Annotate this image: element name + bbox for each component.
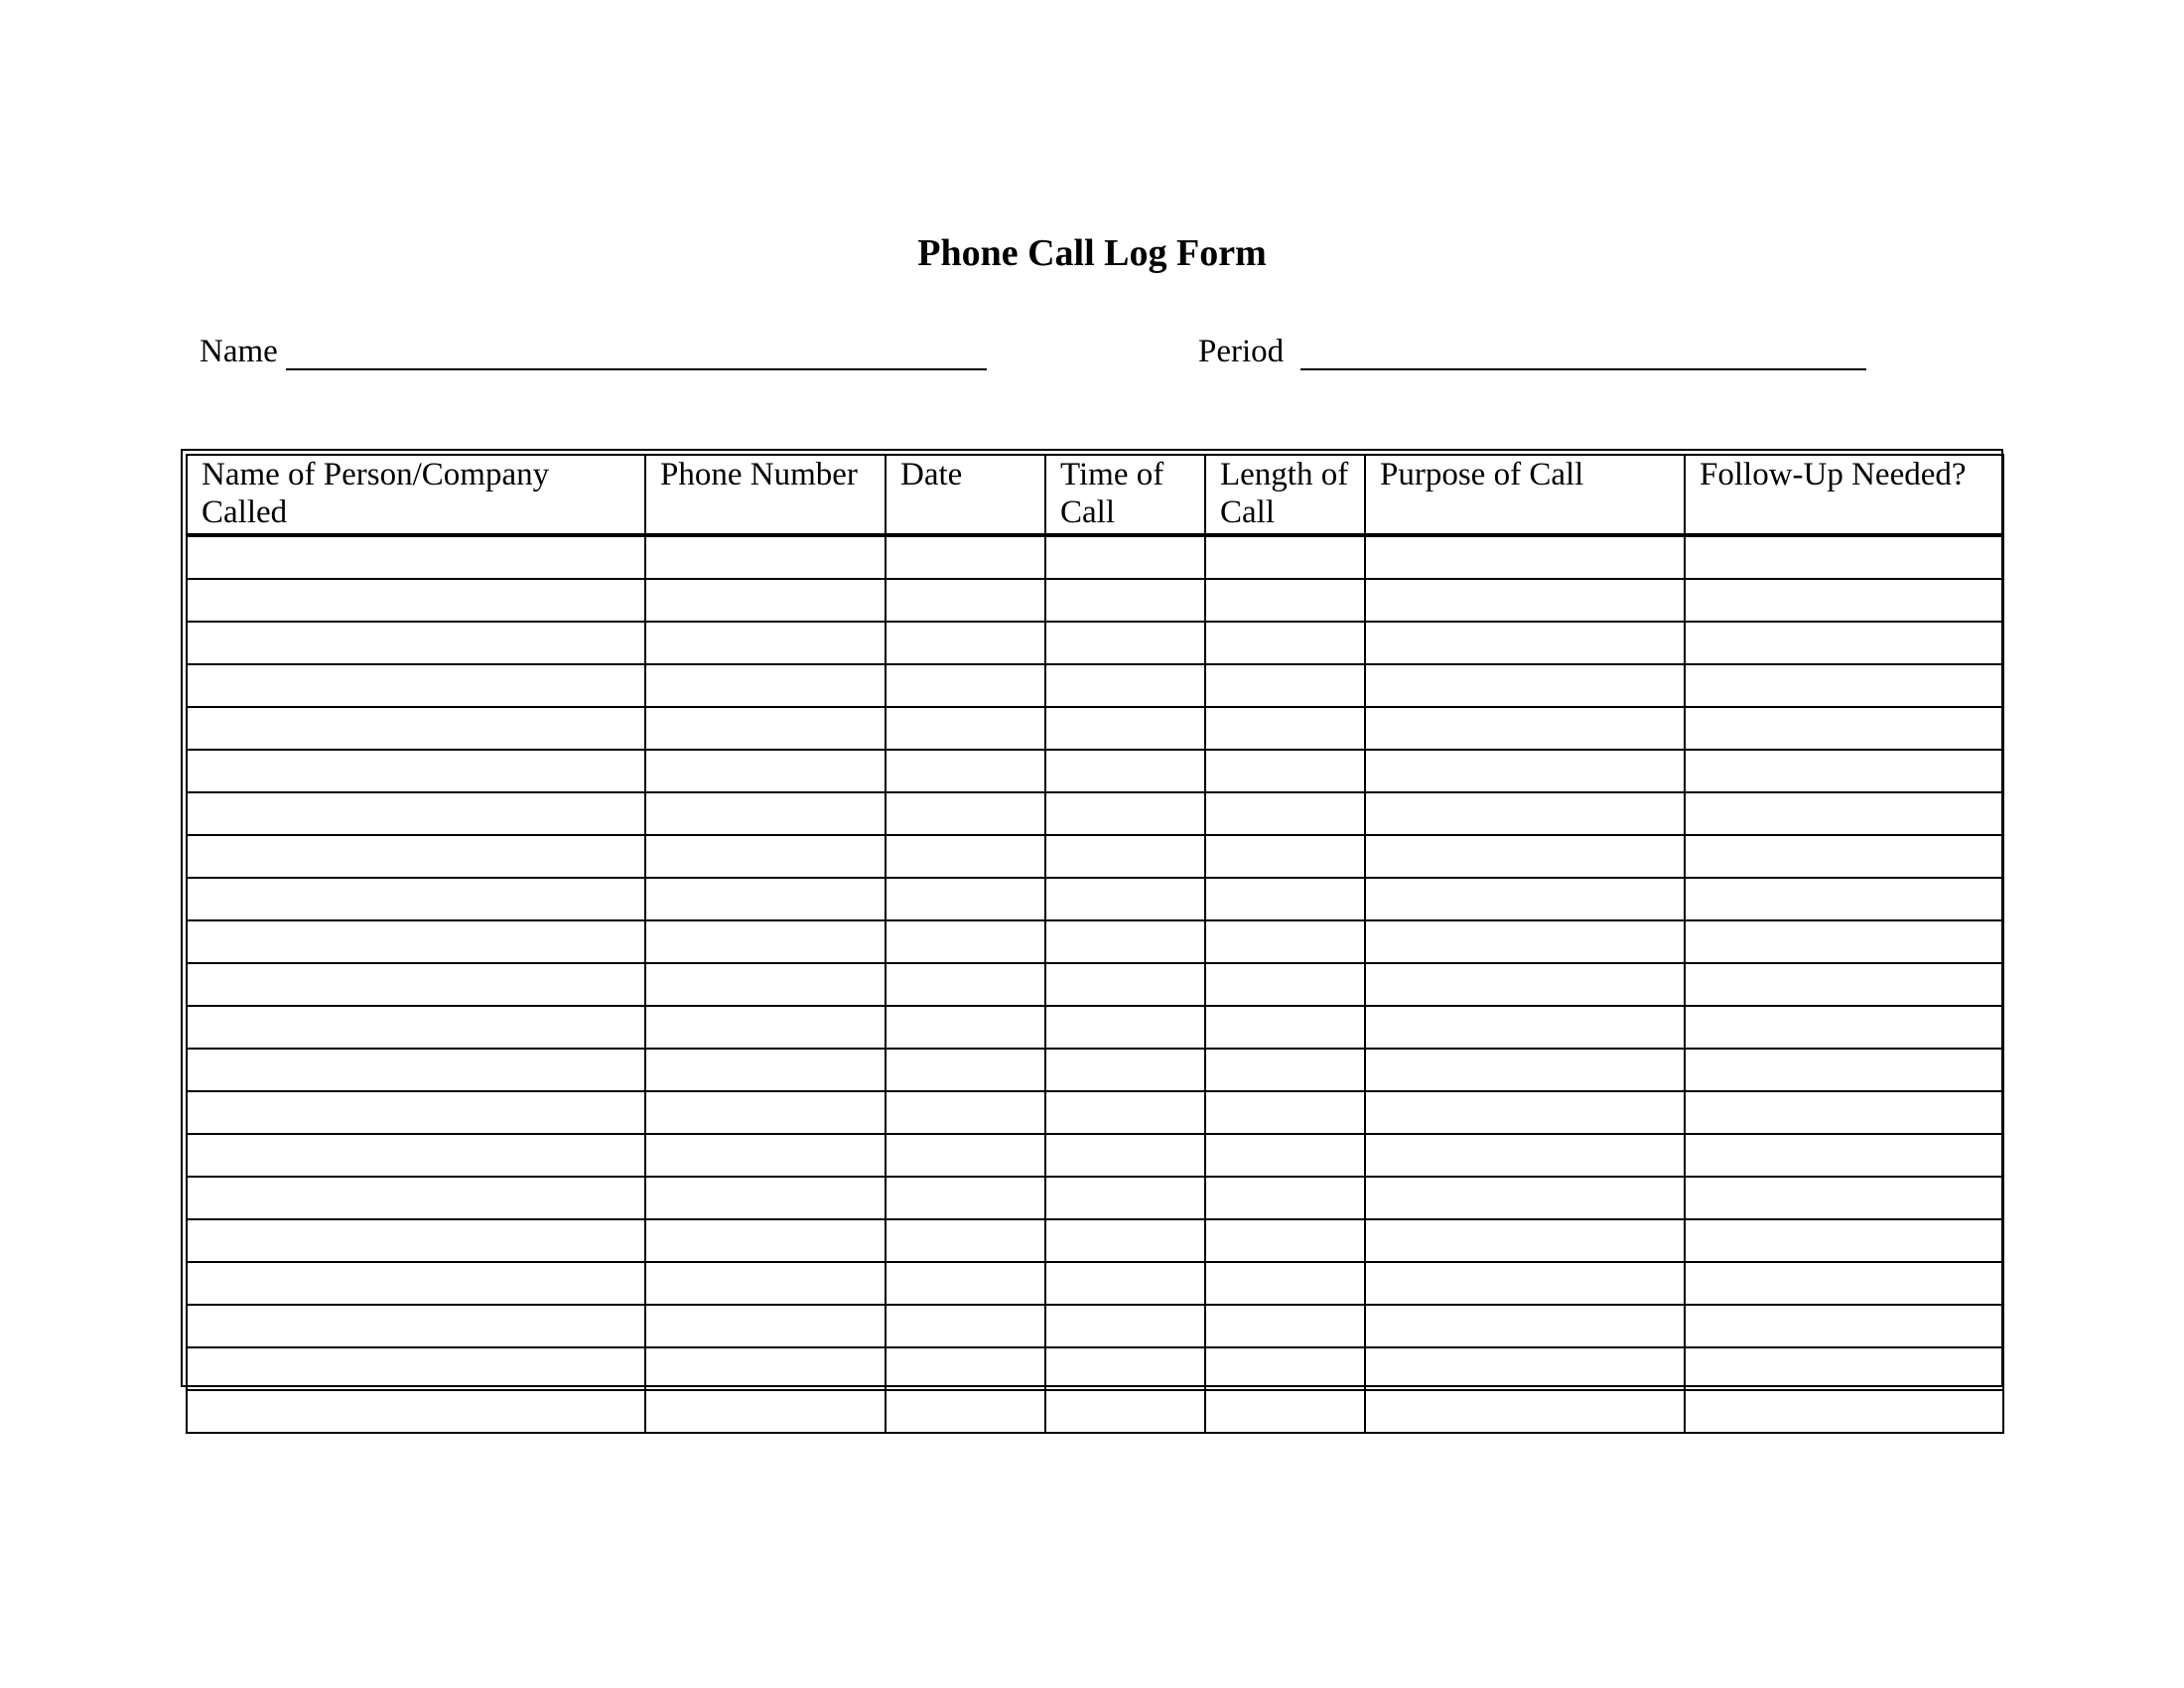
table-cell[interactable] xyxy=(1205,1177,1365,1219)
table-row xyxy=(187,835,2003,878)
table-row xyxy=(187,1006,2003,1049)
table-cell[interactable] xyxy=(1365,1390,1685,1433)
table-cell[interactable] xyxy=(1365,1177,1685,1219)
table-cell[interactable] xyxy=(1685,963,2003,1006)
table-cell[interactable] xyxy=(1365,1262,1685,1305)
table-cell[interactable] xyxy=(1045,792,1205,835)
table-cell[interactable] xyxy=(645,622,886,664)
table-cell[interactable] xyxy=(1045,835,1205,878)
table-cell[interactable] xyxy=(645,1305,886,1347)
table-cell[interactable] xyxy=(886,1134,1045,1177)
table-cell[interactable] xyxy=(187,622,645,664)
column-header-length-of-call: Length of Call xyxy=(1205,455,1365,535)
table-cell[interactable] xyxy=(1685,1219,2003,1262)
table-cell[interactable] xyxy=(1365,579,1685,622)
table-cell[interactable] xyxy=(1685,835,2003,878)
page-title: Phone Call Log Form xyxy=(917,232,1267,274)
table-cell[interactable] xyxy=(1365,1134,1685,1177)
table-cell[interactable] xyxy=(645,963,886,1006)
table-cell[interactable] xyxy=(1205,963,1365,1006)
table-row xyxy=(187,1390,2003,1433)
table-cell[interactable] xyxy=(1365,1219,1685,1262)
table-cell[interactable] xyxy=(187,878,645,920)
table-cell[interactable] xyxy=(645,664,886,707)
table-cell[interactable] xyxy=(1045,1134,1205,1177)
table-cell[interactable] xyxy=(1685,707,2003,750)
table-cell[interactable] xyxy=(645,535,886,579)
table-cell[interactable] xyxy=(1685,1347,2003,1390)
table-cell[interactable] xyxy=(1365,835,1685,878)
table-cell[interactable] xyxy=(886,792,1045,835)
table-cell[interactable] xyxy=(886,1006,1045,1049)
column-header-date: Date xyxy=(886,455,1045,535)
table-cell[interactable] xyxy=(645,1219,886,1262)
column-header-name: Name of Person/Company Called xyxy=(187,455,645,535)
table-row xyxy=(187,535,2003,579)
table-row xyxy=(187,750,2003,792)
table-cell[interactable] xyxy=(1205,750,1365,792)
table-cell[interactable] xyxy=(886,664,1045,707)
table-cell[interactable] xyxy=(645,1134,886,1177)
column-header-time-of-call: Time of Call xyxy=(1045,455,1205,535)
table-cell[interactable] xyxy=(886,920,1045,963)
table-cell[interactable] xyxy=(1685,622,2003,664)
table-cell[interactable] xyxy=(1205,1262,1365,1305)
table-cell[interactable] xyxy=(187,920,645,963)
table-cell[interactable] xyxy=(1205,1347,1365,1390)
table-cell[interactable] xyxy=(645,920,886,963)
table-cell[interactable] xyxy=(645,878,886,920)
table-cell[interactable] xyxy=(1045,1049,1205,1091)
table-cell[interactable] xyxy=(886,622,1045,664)
table-cell[interactable] xyxy=(187,750,645,792)
table-cell[interactable] xyxy=(886,1390,1045,1433)
table-cell[interactable] xyxy=(1365,1006,1685,1049)
table-cell[interactable] xyxy=(886,707,1045,750)
table-cell[interactable] xyxy=(1045,1091,1205,1134)
table-cell[interactable] xyxy=(645,1347,886,1390)
table-cell[interactable] xyxy=(1365,1091,1685,1134)
table-row xyxy=(187,1049,2003,1091)
table-cell[interactable] xyxy=(645,1177,886,1219)
table-row xyxy=(187,1219,2003,1262)
table-cell[interactable] xyxy=(1365,622,1685,664)
table-cell[interactable] xyxy=(645,1091,886,1134)
table-row xyxy=(187,664,2003,707)
table-row xyxy=(187,1177,2003,1219)
table-cell[interactable] xyxy=(1685,1134,2003,1177)
table-cell[interactable] xyxy=(645,707,886,750)
table-cell[interactable] xyxy=(886,579,1045,622)
name-field[interactable] xyxy=(286,368,987,370)
table-row xyxy=(187,1091,2003,1134)
table-row xyxy=(187,1262,2003,1305)
table-cell[interactable] xyxy=(187,1091,645,1134)
table-cell[interactable] xyxy=(1205,1390,1365,1433)
table-cell[interactable] xyxy=(187,1347,645,1390)
table-cell[interactable] xyxy=(1685,579,2003,622)
table-cell[interactable] xyxy=(1685,792,2003,835)
table-cell[interactable] xyxy=(1685,1006,2003,1049)
table-cell[interactable] xyxy=(1045,750,1205,792)
table-cell[interactable] xyxy=(187,792,645,835)
table-cell[interactable] xyxy=(1045,622,1205,664)
table-cell[interactable] xyxy=(1045,1219,1205,1262)
table-cell[interactable] xyxy=(1365,878,1685,920)
table-cell[interactable] xyxy=(886,1347,1045,1390)
table-cell[interactable] xyxy=(1045,579,1205,622)
table-cell[interactable] xyxy=(1365,707,1685,750)
table-cell[interactable] xyxy=(1045,963,1205,1006)
table-cell[interactable] xyxy=(1365,750,1685,792)
table-cell[interactable] xyxy=(1685,750,2003,792)
table-cell[interactable] xyxy=(886,1177,1045,1219)
table-cell[interactable] xyxy=(886,878,1045,920)
table-cell[interactable] xyxy=(187,1006,645,1049)
column-header-phone-number: Phone Number xyxy=(645,455,886,535)
table-cell[interactable] xyxy=(1685,1049,2003,1091)
table-cell[interactable] xyxy=(1685,1262,2003,1305)
table-cell[interactable] xyxy=(1685,664,2003,707)
table-cell[interactable] xyxy=(1045,920,1205,963)
table-row xyxy=(187,622,2003,664)
table-cell[interactable] xyxy=(1045,1006,1205,1049)
table-cell[interactable] xyxy=(886,535,1045,579)
table-cell[interactable] xyxy=(1045,664,1205,707)
table-cell[interactable] xyxy=(1685,1390,2003,1433)
table-cell[interactable] xyxy=(1685,920,2003,963)
table-cell[interactable] xyxy=(1205,579,1365,622)
table-cell[interactable] xyxy=(187,1219,645,1262)
period-label: Period xyxy=(1198,334,1285,369)
table-cell[interactable] xyxy=(645,750,886,792)
table-cell[interactable] xyxy=(187,1049,645,1091)
table-row xyxy=(187,920,2003,963)
table-cell[interactable] xyxy=(1205,1006,1365,1049)
table-cell[interactable] xyxy=(1205,622,1365,664)
column-header-purpose-of-call: Purpose of Call xyxy=(1365,455,1685,535)
table-cell[interactable] xyxy=(1205,835,1365,878)
column-header-follow-up-needed: Follow-Up Needed? xyxy=(1685,455,2003,535)
table-cell[interactable] xyxy=(187,707,645,750)
table-cell[interactable] xyxy=(645,579,886,622)
table-cell[interactable] xyxy=(1365,535,1685,579)
table-header-row xyxy=(187,455,2003,535)
table-cell[interactable] xyxy=(645,792,886,835)
table-cell[interactable] xyxy=(1205,707,1365,750)
table-cell[interactable] xyxy=(1365,1347,1685,1390)
table-cell[interactable] xyxy=(645,1049,886,1091)
table-cell[interactable] xyxy=(187,1177,645,1219)
table-row xyxy=(187,792,2003,835)
table-cell[interactable] xyxy=(1045,1347,1205,1390)
table-cell[interactable] xyxy=(886,835,1045,878)
table-cell[interactable] xyxy=(187,835,645,878)
table-cell[interactable] xyxy=(645,835,886,878)
name-label: Name xyxy=(200,334,278,369)
table-cell[interactable] xyxy=(1205,1091,1365,1134)
table-row xyxy=(187,579,2003,622)
table-cell[interactable] xyxy=(886,1219,1045,1262)
table-cell[interactable] xyxy=(187,1305,645,1347)
table-cell[interactable] xyxy=(645,1390,886,1433)
table-cell[interactable] xyxy=(1045,1390,1205,1433)
table-cell[interactable] xyxy=(1365,963,1685,1006)
table-cell[interactable] xyxy=(1045,1177,1205,1219)
table-cell[interactable] xyxy=(1205,535,1365,579)
call-log-table xyxy=(186,454,2004,1434)
period-field[interactable] xyxy=(1300,368,1866,370)
table-cell[interactable] xyxy=(1685,1305,2003,1347)
table-cell[interactable] xyxy=(1045,535,1205,579)
table-cell[interactable] xyxy=(645,1262,886,1305)
table-row xyxy=(187,707,2003,750)
table-cell[interactable] xyxy=(1205,920,1365,963)
table-cell[interactable] xyxy=(1365,1049,1685,1091)
table-cell[interactable] xyxy=(1365,920,1685,963)
table-row xyxy=(187,1134,2003,1177)
table-cell[interactable] xyxy=(1205,792,1365,835)
table-cell[interactable] xyxy=(187,664,645,707)
table-cell[interactable] xyxy=(886,1091,1045,1134)
table-cell[interactable] xyxy=(1205,1134,1365,1177)
table-cell[interactable] xyxy=(1365,664,1685,707)
table-cell[interactable] xyxy=(1685,1177,2003,1219)
table-row xyxy=(187,963,2003,1006)
table-cell[interactable] xyxy=(1205,878,1365,920)
table-cell[interactable] xyxy=(1205,1049,1365,1091)
table-cell[interactable] xyxy=(187,1262,645,1305)
table-cell[interactable] xyxy=(886,963,1045,1006)
table-cell[interactable] xyxy=(886,1305,1045,1347)
table-cell[interactable] xyxy=(187,963,645,1006)
table-cell[interactable] xyxy=(1045,707,1205,750)
table-cell[interactable] xyxy=(1045,1262,1205,1305)
table-cell[interactable] xyxy=(1205,1219,1365,1262)
table-cell[interactable] xyxy=(1205,664,1365,707)
table-body xyxy=(187,535,2003,1433)
table-cell[interactable] xyxy=(187,1134,645,1177)
table-cell[interactable] xyxy=(1365,792,1685,835)
call-log-table-frame xyxy=(181,449,2003,1387)
table-cell[interactable] xyxy=(1685,878,2003,920)
table-cell[interactable] xyxy=(645,1006,886,1049)
table-cell[interactable] xyxy=(187,1390,645,1433)
table-row xyxy=(187,1305,2003,1347)
table-cell[interactable] xyxy=(1685,535,2003,579)
table-cell[interactable] xyxy=(1045,1305,1205,1347)
table-cell[interactable] xyxy=(187,535,645,579)
table-cell[interactable] xyxy=(1205,1305,1365,1347)
table-cell[interactable] xyxy=(1365,1305,1685,1347)
table-cell[interactable] xyxy=(886,1262,1045,1305)
table-cell[interactable] xyxy=(886,750,1045,792)
table-cell[interactable] xyxy=(1685,1091,2003,1134)
table-cell[interactable] xyxy=(187,579,645,622)
table-row xyxy=(187,878,2003,920)
table-cell[interactable] xyxy=(886,1049,1045,1091)
table-cell[interactable] xyxy=(1045,878,1205,920)
table-row xyxy=(187,1347,2003,1390)
